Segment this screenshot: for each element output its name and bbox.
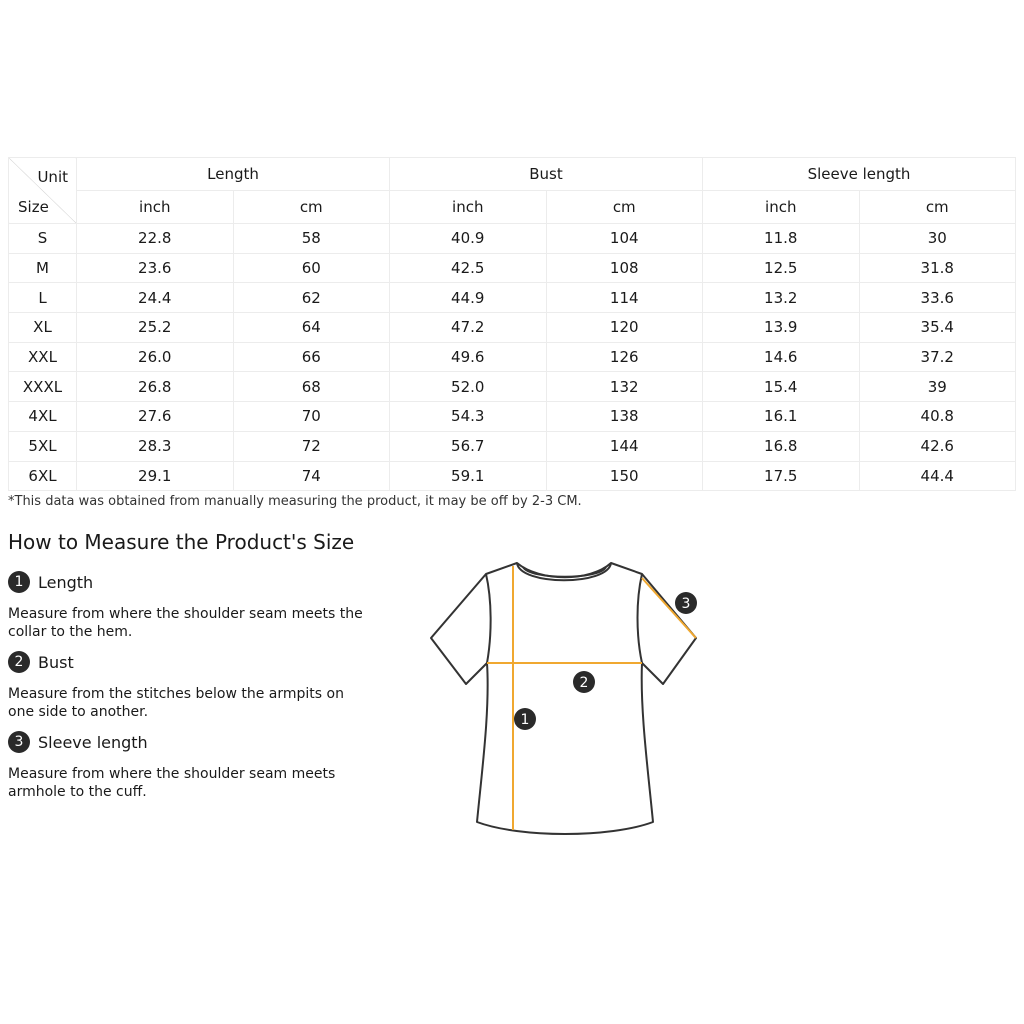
size-chart-table (8, 157, 1016, 491)
table-cell: 22.8 (77, 224, 234, 254)
marker-3 (675, 592, 697, 614)
table-cell: 13.2 (703, 283, 860, 313)
table-cell: 16.1 (703, 402, 860, 432)
step-header (8, 651, 368, 673)
table-cell: 108 (546, 253, 703, 283)
table-cell: 35.4 (859, 313, 1016, 343)
size-cell: 4XL (9, 402, 77, 432)
number-2-badge-icon: 2 (8, 651, 30, 673)
header-bust: Bust (390, 158, 703, 191)
table-row (9, 402, 1016, 432)
unit-header: inch (390, 191, 547, 224)
table-cell: 13.9 (703, 313, 860, 343)
table-cell: 40.9 (390, 224, 547, 254)
number-3-badge-icon: 3 (8, 731, 30, 753)
table-cell: 28.3 (77, 431, 234, 461)
table-cell: 14.6 (703, 342, 860, 372)
table-cell: 144 (546, 431, 703, 461)
measurement-note: *This data was obtained from manually measuring the product, it may be off by 2-3 CM. (8, 494, 582, 509)
table-cell: 30 (859, 224, 1016, 254)
table-cell: 64 (233, 313, 390, 343)
table-cell: 12.5 (703, 253, 860, 283)
step-description: Measure from where the shoulder seam meets armhole to the cuff. (8, 766, 336, 800)
tshirt-measurement-diagram (420, 550, 720, 850)
table-cell: 26.8 (77, 372, 234, 402)
unit-header: cm (546, 191, 703, 224)
size-cell: XXXL (9, 372, 77, 402)
measure-step-sleeve-length (8, 731, 368, 801)
table-cell: 27.6 (77, 402, 234, 432)
table-cell: 54.3 (390, 402, 547, 432)
marker-1 (514, 708, 536, 730)
table-cell: 42.6 (859, 431, 1016, 461)
table-cell: 138 (546, 402, 703, 432)
table-cell: 70 (233, 402, 390, 432)
table-cell: 17.5 (703, 461, 860, 491)
number-1-badge-icon: 1 (8, 571, 30, 593)
header-length: Length (77, 158, 390, 191)
size-cell: XXL (9, 342, 77, 372)
table-cell: 40.8 (859, 402, 1016, 432)
measure-step-length (8, 571, 368, 641)
step-header (8, 731, 368, 753)
table-cell: 16.8 (703, 431, 860, 461)
table-row (9, 372, 1016, 402)
table-cell: 33.6 (859, 283, 1016, 313)
table-cell: 68 (233, 372, 390, 402)
table-cell: 25.2 (77, 313, 234, 343)
table-cell: 74 (233, 461, 390, 491)
size-cell: M (9, 253, 77, 283)
unit-header: cm (859, 191, 1016, 224)
unit-header: inch (703, 191, 860, 224)
table-cell: 104 (546, 224, 703, 254)
table-cell: 31.8 (859, 253, 1016, 283)
unit-header: inch (77, 191, 234, 224)
table-cell: 44.9 (390, 283, 547, 313)
step-title: Length (38, 572, 94, 592)
size-cell: 6XL (9, 461, 77, 491)
table-cell: 44.4 (859, 461, 1016, 491)
table-row (9, 313, 1016, 343)
table-cell: 60 (233, 253, 390, 283)
table-cell: 49.6 (390, 342, 547, 372)
table-cell: 15.4 (703, 372, 860, 402)
table-row (9, 224, 1016, 254)
table-cell: 52.0 (390, 372, 547, 402)
size-cell: XL (9, 313, 77, 343)
table-cell: 11.8 (703, 224, 860, 254)
corner-size-label: Size (18, 198, 49, 216)
corner-unit-label: Unit (37, 168, 68, 186)
table-row (9, 283, 1016, 313)
table-cell: 29.1 (77, 461, 234, 491)
table-row (9, 342, 1016, 372)
table-cell: 59.1 (390, 461, 547, 491)
table-row (9, 431, 1016, 461)
table-cell: 58 (233, 224, 390, 254)
size-cell: L (9, 283, 77, 313)
unit-header: cm (233, 191, 390, 224)
table-cell: 26.0 (77, 342, 234, 372)
table-cell: 42.5 (390, 253, 547, 283)
table-corner-cell (9, 158, 77, 224)
table-cell: 150 (546, 461, 703, 491)
measure-step-bust (8, 651, 368, 721)
tshirt-outline-icon (431, 563, 696, 834)
step-description: Measure from the stitches below the armpits on one side to another. (8, 686, 344, 720)
size-cell: 5XL (9, 431, 77, 461)
marker-2 (573, 671, 595, 693)
marker-label: 1 (520, 712, 530, 728)
table-cell: 66 (233, 342, 390, 372)
table-cell: 24.4 (77, 283, 234, 313)
size-cell: S (9, 224, 77, 254)
table-cell: 114 (546, 283, 703, 313)
step-title: Bust (38, 652, 74, 672)
marker-label: 2 (579, 675, 589, 691)
table-cell: 120 (546, 313, 703, 343)
table-row (9, 461, 1016, 491)
measure-section-title: How to Measure the Product's Size (8, 530, 355, 554)
table-cell: 132 (546, 372, 703, 402)
table-cell: 47.2 (390, 313, 547, 343)
measurement-lines (487, 566, 696, 830)
table-row (9, 253, 1016, 283)
table-cell: 39 (859, 372, 1016, 402)
table-header-units (9, 191, 1016, 224)
step-header (8, 571, 368, 593)
table-cell: 72 (233, 431, 390, 461)
table-cell: 62 (233, 283, 390, 313)
step-title: Sleeve length (38, 732, 148, 752)
step-description: Measure from where the shoulder seam meets the collar to the hem. (8, 606, 363, 640)
table-cell: 37.2 (859, 342, 1016, 372)
table-cell: 56.7 (390, 431, 547, 461)
header-sleeve-length: Sleeve length (703, 158, 1016, 191)
table-cell: 23.6 (77, 253, 234, 283)
table-cell: 126 (546, 342, 703, 372)
marker-label: 3 (681, 596, 691, 612)
table-header-groups (9, 158, 1016, 191)
